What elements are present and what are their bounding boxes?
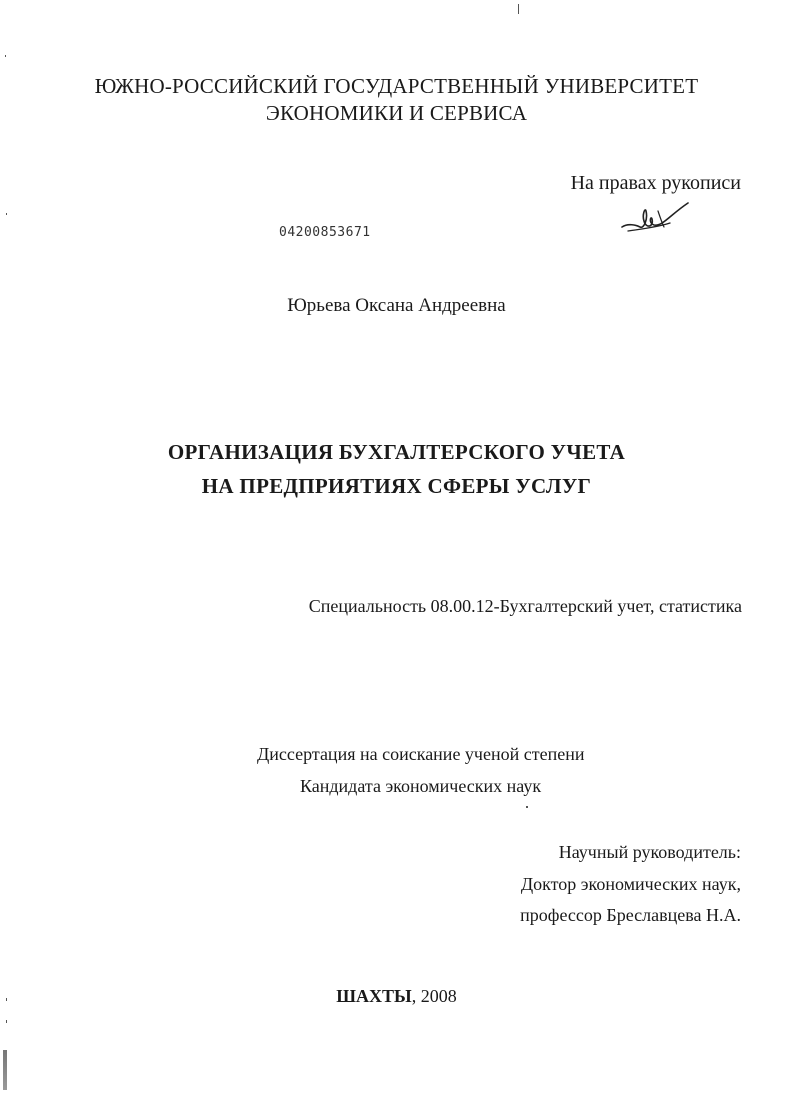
dissertation-title-line2: НА ПРЕДПРИЯТИЯХ СФЕРЫ УСЛУГ — [201, 474, 592, 498]
supervisor-label: Научный руководитель: — [558, 842, 741, 862]
scan-mark — [5, 55, 6, 57]
catalog-number: 04200853671 — [279, 225, 371, 240]
university-name-line1: ЮЖНО-РОССИЙСКИЙ ГОСУДАРСТВЕННЫЙ УНИВЕРСИТЕТ — [94, 74, 699, 98]
scan-edge — [3, 1050, 7, 1090]
city-year — [0, 986, 793, 1007]
scan-mark — [526, 806, 528, 808]
scan-mark — [6, 213, 7, 215]
scan-mark — [6, 998, 7, 1001]
year: , 2008 — [411, 986, 457, 1006]
specialty: Специальность 08.00.12-Бухгалтерский учет, статистика — [308, 596, 742, 616]
dissertation-title-line1: ОРГАНИЗАЦИЯ БУХГАЛТЕРСКОГО УЧЕТА — [167, 440, 626, 464]
supervisor-name: профессор Бреславцева Н.А. — [520, 905, 741, 925]
author-name: Юрьева Оксана Андреевна — [287, 295, 506, 316]
manuscript-note: На правах рукописи — [570, 172, 741, 194]
university-name-line2: ЭКОНОМИКИ И СЕРВИСА — [265, 101, 528, 125]
supervisor-degree: Доктор экономических наук, — [520, 874, 741, 894]
city-name: ШАХТЫ — [336, 986, 412, 1006]
dissertation-degree-line2: Кандидата экономических наук — [300, 776, 542, 796]
scan-mark — [518, 4, 519, 14]
scan-mark — [6, 1020, 7, 1023]
signature-icon — [618, 197, 692, 237]
dissertation-degree-line1: Диссертация на соискание ученой степени — [257, 744, 585, 764]
